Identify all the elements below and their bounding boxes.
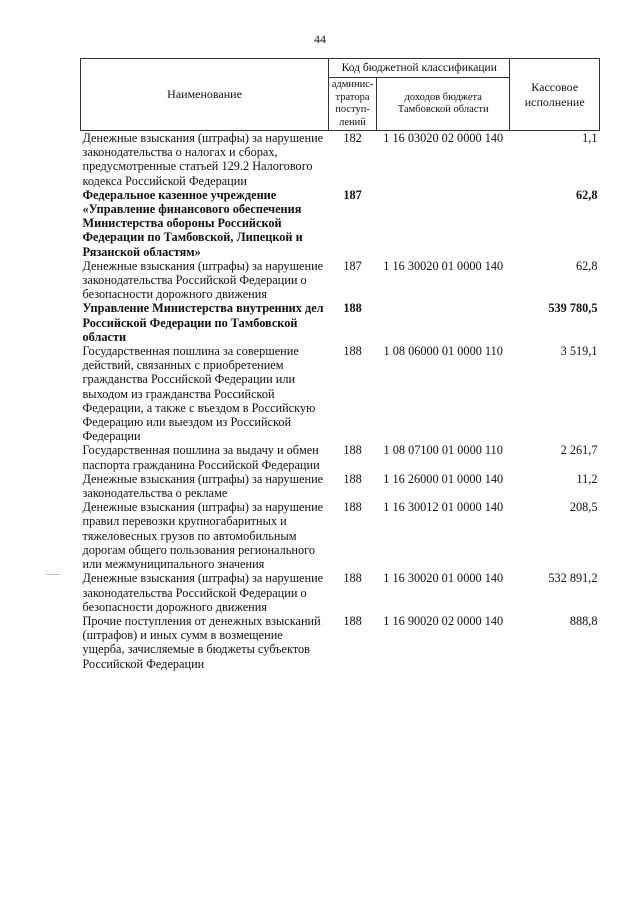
row-admin-code: 188 [343,471,362,486]
row-revenue-code [377,301,510,344]
header-revenue: доходов бюджета Тамбовской области [377,78,510,131]
header-administrator: админис-тратора поступ-лений [329,78,377,131]
row-name: Денежные взыскания (штрафы) за нарушение правил перевозки крупногабаритных и тяжеловесных грузов по автомобильным дорогам общего пользования регионального или межмуниципального значения [82,500,324,572]
row-revenue-code [377,188,510,259]
margin-tick-mark [46,574,60,575]
table-row [81,443,600,471]
page-number: 44 [314,32,326,46]
row-admin-code: 187 [343,187,362,202]
table-row [81,131,600,188]
table-row [81,259,600,302]
row-amount: 1,1 [582,131,598,145]
row-revenue-code: 1 08 06000 01 0000 110 [383,344,503,359]
row-amount: 11,2 [576,471,598,486]
row-amount: 62,8 [575,258,598,273]
row-name: Денежные взыскания (штрафы) за нарушение законодательства Российской Федерации о безопасности дорожного движения [82,258,324,302]
table-row-organization [81,301,600,344]
header-execution: Кассовое исполнение [510,59,600,131]
header-name: Наименование [81,59,329,131]
row-name: Прочие поступления от денежных взысканий (штрафов) и иных сумм в возмещение ущерба, зачисляемые в бюджеты субъектов Российской Федерации [82,613,321,671]
row-revenue-code: 1 16 03020 02 0000 140 [383,131,504,145]
table-row [81,571,600,614]
row-admin-code: 188 [343,613,362,628]
budget-revenue-table [80,58,600,671]
row-admin-code: 188 [343,301,362,316]
row-amount: 532 891,2 [548,571,598,586]
table-row [81,344,600,443]
row-admin-code: 187 [343,258,362,273]
row-admin-code: 188 [343,571,362,586]
table-body [81,131,600,671]
row-amount: 3 519,1 [560,344,598,359]
row-amount: 62,8 [575,187,598,202]
row-admin-code: 188 [343,443,362,458]
row-revenue-code: 1 16 26000 01 0000 140 [383,471,504,486]
row-name: Федеральное казенное учреждение «Управление финансового обеспечения Министерства обороны Российской Федерации по Тамбовской, Липецкой и Рязанской областям» [82,187,303,259]
row-admin-code: 188 [343,344,362,359]
row-name: Денежные взыскания (штрафы) за нарушение законодательства Российской Федерации о безопасности дорожного движения [82,571,324,614]
row-name: Денежные взыскания (штрафы) за нарушение законодательства о рекламе [82,471,324,501]
row-revenue-code: 1 08 07100 01 0000 110 [383,443,503,458]
row-amount: 208,5 [569,500,598,515]
row-revenue-code: 1 16 30012 01 0000 140 [383,500,504,515]
row-name: Государственная пошлина за совершение действий, связанных с приобретением гражданства Российской Федерации или выходом из гражданства Российской Федерации, а также с въездом в Российскую Федерацию или выездом из Российской Федерации [82,344,316,444]
row-admin-code: 182 [343,131,362,145]
row-amount: 888,8 [569,613,598,628]
row-revenue-code: 1 16 30020 01 0000 140 [383,258,504,273]
row-revenue-code: 1 16 30020 01 0000 140 [383,571,504,586]
table-header [81,59,600,131]
row-name: Денежные взыскания (штрафы) за нарушение законодательства о налогах и сборах, предусмотренные статьей 129.2 Налогового кодекса Российской Федерации [82,131,324,188]
row-amount: 539 780,5 [548,301,598,316]
row-amount: 2 261,7 [560,443,598,458]
header-classification: Код бюджетной классификации [329,59,510,78]
table-row [81,614,600,671]
table-row [81,472,600,500]
row-admin-code: 188 [343,500,362,515]
table-row [81,500,600,571]
table-row-organization [81,188,600,259]
row-name: Управление Министерства внутренних дел Российской Федерации по Тамбовской области [82,301,324,344]
row-revenue-code: 1 16 90020 02 0000 140 [383,613,504,628]
row-name: Государственная пошлина за выдачу и обмен паспорта гражданина Российской Федерации [82,443,320,472]
